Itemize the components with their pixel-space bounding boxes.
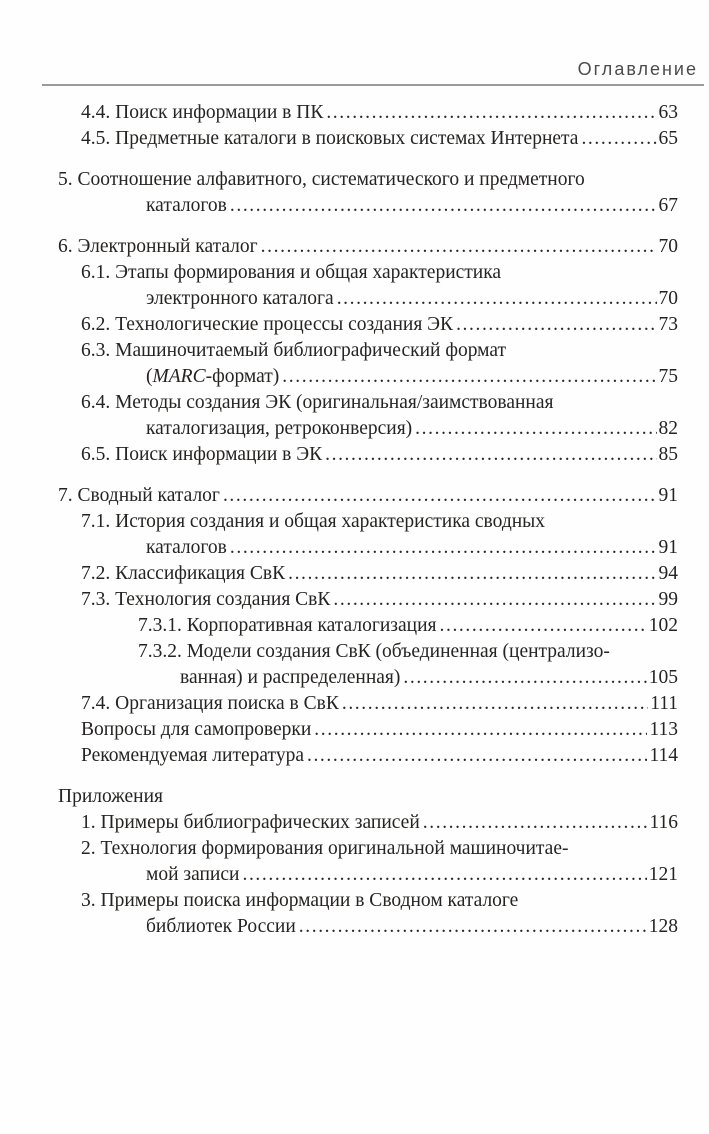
dot-leader	[403, 665, 646, 691]
toc-entry-text: 7. Сводный каталог	[58, 485, 220, 506]
toc-line	[58, 483, 678, 509]
toc-entry	[0, 167, 678, 219]
dot-leader	[325, 442, 656, 468]
toc-entry	[0, 639, 678, 691]
toc-line	[81, 100, 678, 126]
toc-entry	[0, 126, 678, 152]
dot-leader	[326, 100, 656, 126]
toc-entry-text: ванная) и распределенная)	[180, 667, 401, 688]
toc-line	[81, 691, 678, 717]
toc-entry	[0, 888, 678, 940]
dot-leader	[299, 914, 647, 940]
dot-leader	[288, 561, 656, 587]
toc-line	[81, 312, 678, 338]
dot-leader	[230, 193, 657, 219]
toc-page-number: 91	[658, 485, 678, 506]
dot-leader	[307, 743, 647, 769]
toc-line	[81, 587, 678, 613]
toc-entry-text: 6.4. Методы создания ЭК (оригинальная/заимствованная	[81, 392, 554, 413]
toc-entry-text: 7.2. Классификация СвК	[81, 563, 286, 584]
toc-line	[81, 717, 678, 743]
toc-entry-text: 6.5. Поиск информации в ЭК	[81, 444, 323, 465]
toc-page-number: 111	[650, 693, 678, 714]
toc-entry	[0, 312, 678, 338]
toc-page-number: 128	[648, 916, 678, 937]
toc-line	[58, 167, 678, 193]
toc-entry	[0, 784, 678, 810]
dot-leader	[314, 717, 647, 743]
toc-entry	[0, 810, 678, 836]
toc-line	[58, 193, 678, 219]
toc-line	[81, 364, 678, 390]
toc-page-number: 75	[658, 366, 678, 387]
toc-line	[81, 338, 678, 364]
toc-entry-text: каталогов	[146, 537, 227, 558]
toc-entry-text: (MARC-формат)	[146, 366, 280, 387]
toc-entry-text: Приложения	[58, 786, 163, 807]
toc-entry-text: 1. Примеры библиографических записей	[81, 812, 420, 833]
toc-entry	[0, 613, 678, 639]
toc-entry	[0, 234, 678, 260]
dot-leader	[415, 416, 656, 442]
running-header	[42, 59, 704, 86]
dot-leader	[261, 234, 657, 260]
toc-entry-text: 7.4. Организация поиска в СвК	[81, 693, 339, 714]
toc-entry	[0, 561, 678, 587]
toc-line	[81, 509, 678, 535]
toc-entry-text: каталогов	[146, 195, 227, 216]
toc-line	[81, 390, 678, 416]
toc-entry	[0, 483, 678, 509]
toc-entry	[0, 390, 678, 442]
page-header-title: Оглавление	[577, 59, 698, 79]
toc-entry	[0, 338, 678, 390]
toc-entry	[0, 100, 678, 126]
toc-entry	[0, 717, 678, 743]
toc-page-number: 70	[658, 236, 678, 257]
toc-page-number: 116	[649, 812, 678, 833]
toc-entry-text: 5. Соотношение алфавитного, систематического и предметного	[58, 169, 585, 190]
dot-leader	[342, 691, 648, 717]
dot-leader	[333, 587, 656, 613]
toc-page-number: 85	[658, 444, 678, 465]
toc-line	[81, 286, 678, 312]
toc-line	[81, 743, 678, 769]
toc-line	[81, 126, 678, 152]
toc-entry	[0, 836, 678, 888]
toc-line	[81, 888, 678, 914]
toc-page-number: 63	[658, 102, 678, 123]
toc-entry-text: 2. Технология формирования оригинальной машиночитае-	[81, 838, 569, 859]
toc-line	[81, 416, 678, 442]
toc-line	[81, 836, 678, 862]
toc-list	[0, 100, 678, 940]
toc-entry	[0, 743, 678, 769]
dot-leader	[440, 613, 647, 639]
toc-page-number: 113	[649, 719, 678, 740]
toc-line	[138, 665, 678, 691]
toc-entry-text: электронного каталога	[146, 288, 334, 309]
toc-entry-text: 6. Электронный каталог	[58, 236, 258, 257]
toc-entry	[0, 260, 678, 312]
dot-leader	[581, 126, 656, 152]
toc-page-number: 65	[658, 128, 678, 149]
toc-entry-text: мой записи	[146, 864, 240, 885]
dot-leader	[423, 810, 648, 836]
toc-page-number: 102	[648, 615, 678, 636]
toc-page-number: 94	[658, 563, 678, 584]
toc-page-number: 121	[648, 864, 678, 885]
toc-page-number: 114	[649, 745, 678, 766]
toc-entry-text: 3. Примеры поиска информации в Сводном каталоге	[81, 890, 519, 911]
toc-page-number: 73	[658, 314, 678, 335]
toc-line	[81, 260, 678, 286]
toc-entry	[0, 587, 678, 613]
toc-entry	[0, 442, 678, 468]
toc-line	[138, 613, 678, 639]
toc-line	[138, 639, 678, 665]
toc-page-number: 91	[658, 537, 678, 558]
dot-leader	[337, 286, 657, 312]
toc-line	[81, 442, 678, 468]
toc-line	[58, 784, 678, 810]
toc-page-number: 99	[658, 589, 678, 610]
dot-leader	[223, 483, 657, 509]
toc-page-number: 67	[658, 195, 678, 216]
toc-page-number: 105	[648, 667, 678, 688]
toc-entry-text: 7.3. Технология создания СвК	[81, 589, 331, 610]
toc-line	[81, 535, 678, 561]
toc-entry-text: 6.2. Технологические процессы создания ЭК	[81, 314, 454, 335]
dot-leader	[242, 862, 646, 888]
toc-entry-text: 6.1. Этапы формирования и общая характеристика	[81, 262, 502, 283]
toc-entry-text: библиотек России	[146, 916, 296, 937]
toc-entry-text: 6.3. Машиночитаемый библиографический формат	[81, 340, 507, 361]
toc-entry-text: 7.1. История создания и общая характеристика сводных	[81, 511, 546, 532]
toc-entry-text: 7.3.2. Модели создания СвК (объединенная (централизо-	[138, 641, 610, 662]
toc-entry-text: Вопросы для самопроверки	[81, 719, 312, 740]
toc-entry-text: Рекомендуемая литература	[81, 745, 304, 766]
dot-leader	[230, 535, 657, 561]
toc-page-number: 82	[658, 418, 678, 439]
toc-entry-text: 4.4. Поиск информации в ПК	[81, 102, 324, 123]
toc-entry	[0, 509, 678, 561]
toc-entry-text: 7.3.1. Корпоративная каталогизация	[138, 615, 437, 636]
toc-page-number: 70	[658, 288, 678, 309]
dot-leader	[456, 312, 656, 338]
toc-entry-text: 4.5. Предметные каталоги в поисковых системах Интернета	[81, 128, 579, 149]
toc-line	[81, 561, 678, 587]
toc-line	[81, 914, 678, 940]
toc-line	[58, 234, 678, 260]
dot-leader	[282, 364, 656, 390]
toc-entry-text: каталогизация, ретроконверсия)	[146, 418, 413, 439]
toc-line	[81, 810, 678, 836]
toc-line	[81, 862, 678, 888]
toc-entry	[0, 691, 678, 717]
